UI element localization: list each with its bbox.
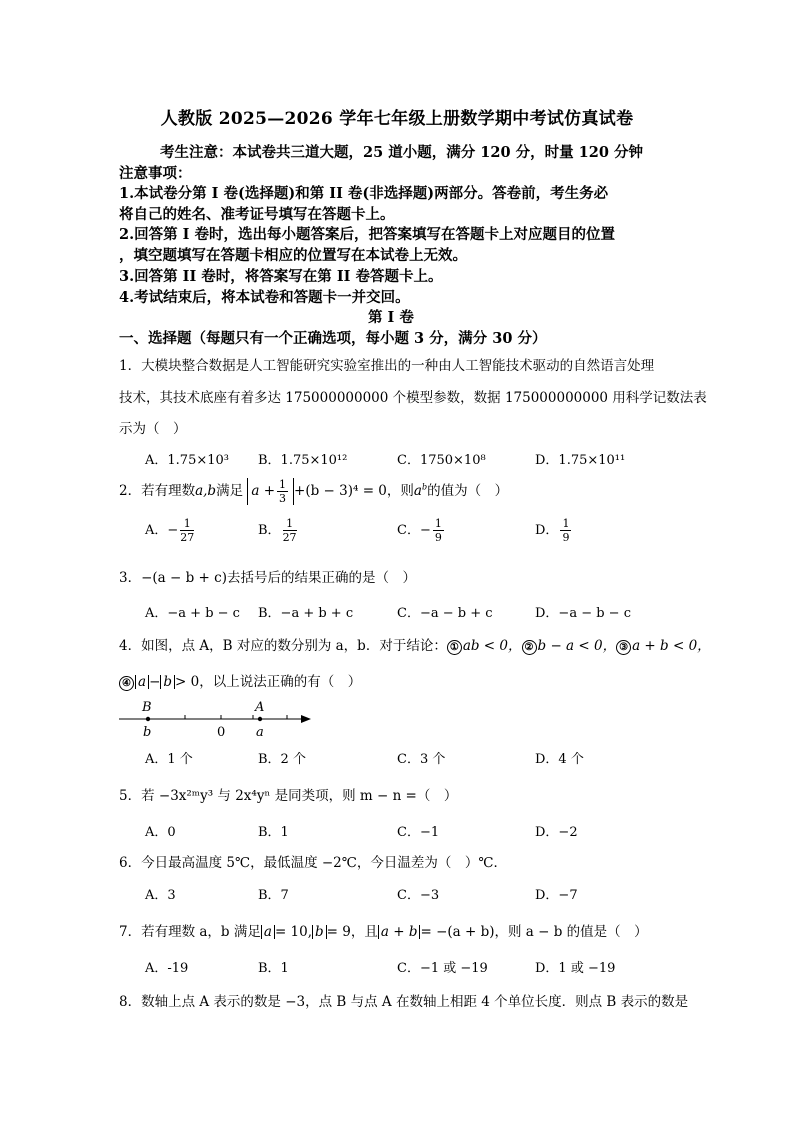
q2-absolute-value	[247, 478, 294, 505]
point-b-label: B	[142, 700, 152, 715]
exam-title: 人教版 2025—2026 学年七年级上册数学期中考试仿真试卷	[160, 109, 634, 129]
question-5-stem: 5．若 −3x²ᵐy³ 与 2x⁴yⁿ 是同类项，则 m − n =（ ）	[119, 788, 458, 804]
conclusion-3-marker: ③	[616, 640, 631, 655]
question-4-line-1	[119, 634, 711, 655]
question-3-stem: 3．−(a − b + c)去括号后的结果正确的是（ ）	[119, 570, 416, 586]
option-d: D．−2	[535, 825, 578, 840]
point-b-dot	[146, 717, 150, 721]
option-b: B．−a + b + c	[258, 606, 354, 621]
option-a: A．1 个	[145, 752, 193, 767]
q2-power-base: a	[413, 483, 422, 499]
q2-vars: a,b	[195, 483, 217, 499]
question-7-stem	[119, 920, 648, 940]
question-2-stem	[119, 478, 508, 505]
option-c: C．−1	[397, 825, 440, 840]
q2-fraction	[277, 478, 288, 505]
option-c: C．− $\frac{1}{9}$	[397, 517, 442, 544]
instruction-line: 1.本试卷分第 I 卷(选择题)和第 II 卷(非选择题)两部分。答卷前，考生务必	[119, 185, 609, 202]
option-a: A．−a + b − c	[145, 606, 240, 621]
point-a-dot	[258, 717, 262, 721]
option-c: C．3 个	[397, 752, 446, 767]
q4-minus: −	[149, 674, 161, 690]
option-b: B．7	[258, 888, 289, 903]
q2-prefix: 2．若有理数	[119, 483, 196, 499]
option-d: D．1.75×10¹¹	[535, 453, 626, 468]
option-d: D．−7	[535, 888, 578, 903]
arrow-icon	[301, 715, 311, 723]
option-d: D．1 或 −19	[535, 961, 616, 976]
question-1-line: 1．大模块整合数据是人工智能研究实验室推出的一种由人工智能技术驱动的自然语言处理	[119, 358, 655, 374]
option-a: A．-19	[145, 961, 189, 976]
conclusion-3: a + b < 0，	[632, 638, 711, 654]
q4-tail: > 0，以上说法正确的有（ ）	[175, 674, 362, 690]
conclusion-1: ab < 0，	[462, 638, 522, 654]
exam-notice: 考生注意：本试卷共三道大题，25 道小题，满分 120 分，时量 120 分钟	[160, 144, 643, 161]
q2-expr-b: +(b − 3)⁴ = 0，则	[294, 483, 414, 499]
option-b: B．1	[258, 961, 289, 976]
abs-a: a	[261, 925, 275, 939]
option-b: B．2 个	[258, 752, 306, 767]
conclusion-4-marker: ④	[119, 676, 134, 691]
question-4-line-2	[119, 670, 361, 691]
q2-expr-a: a +	[251, 483, 276, 499]
instruction-line: 3.回答第 II 卷时，将答案写在第 II 卷答题卡上。	[119, 268, 443, 285]
section-heading: 一、选择题（每题只有一个正确选项，每小题 3 分，满分 30 分）	[119, 330, 547, 347]
option-a: A．3	[145, 888, 176, 903]
q2-power-exp: b	[421, 482, 428, 492]
q2-mid: 满足	[216, 483, 244, 499]
conclusion-2: b − a < 0，	[537, 638, 617, 654]
conclusion-2-marker: ②	[522, 640, 537, 655]
option-c: C．1750×10⁸	[397, 453, 486, 468]
q7-eq1: = 10,	[274, 924, 313, 940]
instruction-line: 4.考试结束后，将本试卷和答题卡一并交回。	[119, 289, 410, 306]
option-c: C．−1 或 −19	[397, 961, 488, 976]
volume-label: 第 I 卷	[368, 309, 414, 326]
option-a: A．1.75×10³	[145, 453, 229, 468]
q2-suffix: 的值为（ ）	[427, 483, 509, 499]
q7-suffix: = −(a + b)，则 a − b 的值是（ ）	[420, 924, 648, 940]
q7-prefix: 7．若有理数 a，b 满足	[119, 924, 261, 940]
instructions-heading: 注意事项：	[119, 165, 192, 182]
instruction-line: 2.回答第 I 卷时，选出每小题答案后，把答案填写在答题卡上对应题目的位置	[119, 226, 616, 243]
option-b: B．1.75×10¹²	[258, 453, 348, 468]
question-8-stem: 8．数轴上点 A 表示的数是 −3，点 B 与点 A 在数轴上相距 4 个单位长度．则点 B 表示的数是	[119, 994, 689, 1010]
question-1-line: 示为（ ）	[119, 421, 187, 437]
option-b: B． $\frac{1}{27}$	[258, 517, 297, 544]
option-d: D． $\frac{1}{9}$	[535, 517, 570, 544]
instruction-line: ，填空题填写在答题卡相应的位置写在本试卷上无效。	[119, 247, 467, 264]
abs-b: b	[312, 925, 327, 939]
q2-frac-num: 1	[279, 478, 287, 491]
conclusion-1-marker: ①	[447, 640, 462, 655]
q2-frac-den: 3	[279, 492, 287, 505]
abs-a-plus-b: a + b	[378, 925, 421, 939]
question-1-line: 技术，其技术底座有着多达 175000000000 个模型参数，数据 175000000000 用科学记数法表	[119, 390, 707, 406]
option-d: D．4 个	[535, 752, 584, 767]
value-a-label: a	[256, 725, 264, 740]
number-line-figure	[115, 696, 320, 742]
zero-label: 0	[217, 725, 226, 740]
option-c: C．−a − b + c	[397, 606, 493, 621]
option-a: A．− $\frac{1}{27}$	[145, 517, 195, 544]
question-6-stem: 6．今日最高温度 5℃，最低温度 −2℃，今日温差为（ ）℃．	[119, 855, 507, 871]
abs-b: b	[160, 675, 175, 689]
option-a: A．0	[145, 825, 176, 840]
value-b-label: b	[143, 725, 152, 740]
point-a-label: A	[255, 700, 265, 715]
option-b: B．1	[258, 825, 289, 840]
option-c: C．−3	[397, 888, 440, 903]
option-d: D．−a − b − c	[535, 606, 631, 621]
q4-prefix: 4．如图，点 A，B 对应的数分别为 a，b．对于结论：	[119, 638, 447, 654]
abs-a: a	[135, 675, 149, 689]
instruction-line: 将自己的姓名、准考证号填写在答题卡上。	[119, 206, 395, 223]
q7-eq2: = 9，且	[326, 924, 378, 940]
